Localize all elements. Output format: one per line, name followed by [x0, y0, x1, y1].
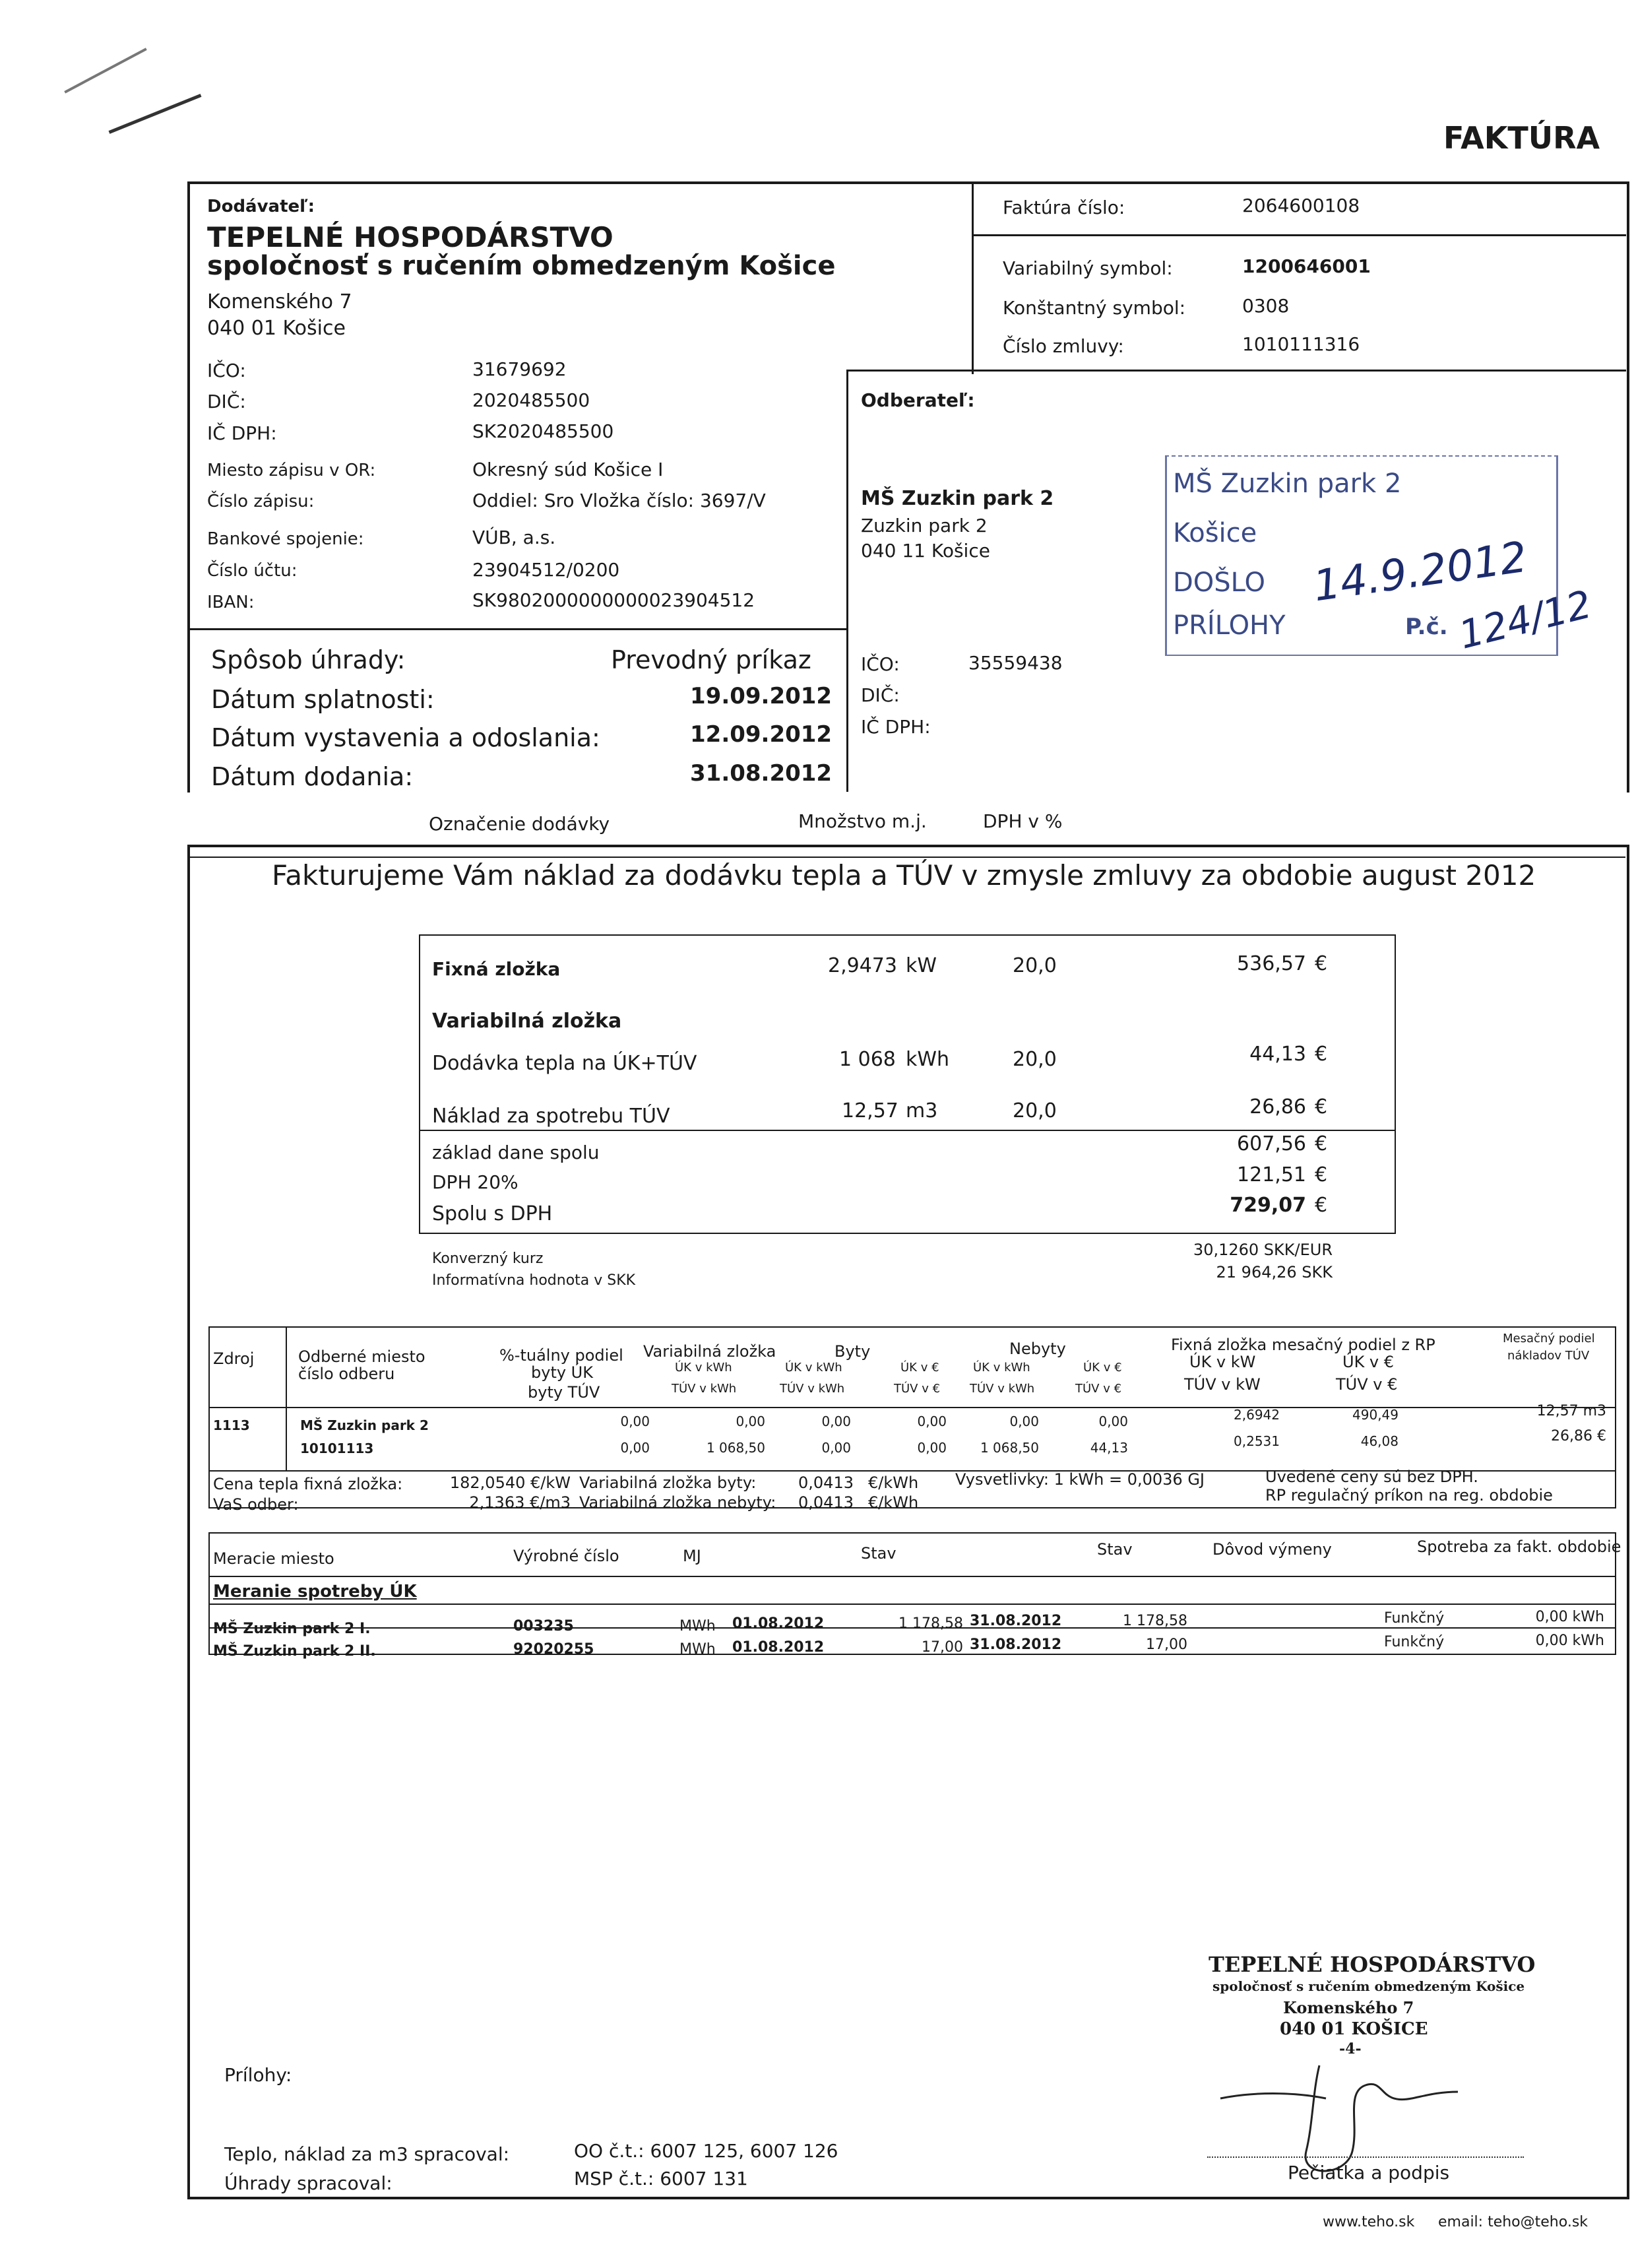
currency-6: € — [1315, 1194, 1328, 1217]
customer-left-line — [846, 370, 848, 792]
items-table — [419, 934, 1396, 1234]
consumption-table-col-line — [286, 1328, 287, 1470]
meter2-date-from: 01.08.2012 — [732, 1639, 825, 1656]
supplier-ico-label: IČO: — [207, 360, 246, 381]
conversion-info-label: Informatívna hodnota v SKK — [432, 1272, 636, 1289]
meters-state-header-2: Stav — [1097, 1540, 1133, 1559]
due-date-label: Dátum splatnosti: — [211, 685, 435, 714]
t2-col-uk-eur-2: ÚK v € — [1083, 1361, 1122, 1375]
fixed-component-amount: 536,57 — [1237, 952, 1306, 975]
fixed-price-value: 182,0540 €/kW — [449, 1474, 571, 1492]
currency-1: € — [1315, 952, 1328, 975]
prices-note-2: RP regulačný príkon na reg. obdobie — [1265, 1486, 1553, 1505]
tax-base-label: základ dane spolu — [432, 1142, 600, 1163]
t2-r2-c5: 1 068,50 — [980, 1440, 1039, 1456]
t2-podiel-header: %-tuálny podiel — [499, 1346, 623, 1365]
supplier-bottom-line — [187, 628, 847, 630]
currency-4: € — [1315, 1132, 1328, 1155]
fixed-component-qty: 2,9473 — [828, 954, 897, 977]
vas-value: 2,1363 €/m3 — [469, 1493, 571, 1512]
heat-delivery-qty: 1 068 — [839, 1048, 896, 1071]
supplier-register-label: Miesto zápisu v OR: — [207, 461, 376, 480]
website[interactable]: www.teho.sk — [1323, 2214, 1415, 2230]
invoice-number: 2064600108 — [1242, 195, 1360, 216]
stamp-handwritten-number: 124/12 — [1454, 581, 1596, 658]
meter2-date-to: 31.08.2012 — [970, 1636, 1062, 1653]
total-label: Spolu s DPH — [432, 1202, 553, 1225]
meter1-state-from: 1 178,58 — [898, 1615, 963, 1632]
t2-place-name: MŠ Zuzkin park 2 — [300, 1417, 429, 1433]
scan-mark-1 — [64, 48, 146, 93]
t2-r1-c8: 490,49 — [1352, 1407, 1399, 1423]
vas-label: VaS odber: — [213, 1495, 299, 1514]
stamp-pc-label: P.č. — [1405, 614, 1448, 640]
t2-r2-c7: 0,2531 — [1234, 1433, 1280, 1449]
t2-col-uk-kw: ÚK v kW — [1189, 1353, 1256, 1371]
customer-ico: 35559438 — [968, 652, 1063, 674]
meters-serial-header: Výrobné číslo — [513, 1547, 619, 1565]
customer-city: 040 11 Košice — [861, 540, 990, 562]
supplier-street: Komenského 7 — [207, 290, 352, 313]
var-flats-value: 0,0413 — [798, 1474, 854, 1492]
t2-r1-c2: 0,00 — [736, 1413, 765, 1429]
t2-r2-c3: 0,00 — [821, 1440, 851, 1456]
meter1-reason: Funkčný — [1384, 1610, 1445, 1627]
meter2-consumption: 0,00 kWh — [1535, 1633, 1604, 1649]
seal-line-4: 040 01 KOŠICE — [1280, 2019, 1428, 2039]
tax-base-amount: 607,56 — [1237, 1132, 1306, 1155]
variable-component-label: Variabilná zložka — [432, 1010, 622, 1033]
invoice-intro: Fakturujeme Vám náklad za dodávku tepla a TÚV v zmysle zmluvy za obdobie august 2012 — [272, 859, 1536, 891]
t2-r2-c9: 26,86 € — [1551, 1428, 1606, 1444]
column-qty-header: Množstvo m.j. — [798, 810, 927, 832]
t2-nonflats-header: Nebyty — [1009, 1340, 1066, 1358]
conversion-rate: 30,1260 SKK/EUR — [1193, 1241, 1333, 1259]
t2-col-tuv-kw: TÚV v kW — [1184, 1375, 1261, 1394]
meters-header-line — [210, 1576, 1615, 1577]
t2-r1-c5: 0,00 — [1009, 1413, 1039, 1429]
t2-r1-c3: 0,00 — [821, 1413, 851, 1429]
tuv-consumption-vat: 20,0 — [1013, 1099, 1057, 1122]
meter1-date-to: 31.08.2012 — [970, 1613, 1062, 1629]
t2-r1-c7: 2,6942 — [1234, 1407, 1280, 1423]
supplier-bank-label: Bankové spojenie: — [207, 529, 364, 549]
tuv-consumption-amount: 26,86 — [1249, 1095, 1306, 1118]
t2-r2-c4: 0,00 — [917, 1440, 947, 1456]
meter2-serial: 92020255 — [513, 1641, 594, 1658]
tuv-consumption-qty: 12,57 — [842, 1099, 898, 1122]
supplier-account-label: Číslo účtu: — [207, 561, 298, 581]
meter2-place: MŠ Zuzkin park 2 II. — [213, 1643, 376, 1660]
t2-place-number: 10101113 — [300, 1441, 374, 1456]
var-nonflats-label: Variabilná zložka nebyty: — [579, 1493, 776, 1512]
meter2-reason: Funkčný — [1384, 1634, 1445, 1650]
payment-method-label: Spôsob úhrady: — [211, 645, 406, 674]
stamp-signature-label: Pečiatka a podpis — [1288, 2162, 1450, 2184]
issue-date: 12.09.2012 — [690, 721, 833, 748]
stamp-line-received: DOŠLO — [1173, 567, 1266, 598]
customer-top-line — [846, 370, 1626, 372]
meter2-state-from: 17,00 — [922, 1639, 963, 1656]
t2-monthly-header-1: Mesačný podiel — [1503, 1332, 1595, 1345]
t2-col-uk-eur-1: ÚK v € — [900, 1361, 939, 1375]
delivery-date-label: Dátum dodania: — [211, 762, 414, 791]
column-label-header: Označenie dodávky — [429, 813, 610, 835]
var-flats-label: Variabilná zložka byty: — [579, 1474, 757, 1492]
payment-method: Prevodný príkaz — [611, 645, 811, 674]
meter2-state-to: 17,00 — [1146, 1636, 1187, 1653]
meter2-unit: MWh — [679, 1641, 716, 1658]
t2-podiel-uk: byty ÚK — [531, 1363, 593, 1382]
supplier-regno-value: Oddiel: Sro Vložka číslo: 3697/V — [472, 490, 766, 511]
customer-name: MŠ Zuzkin park 2 — [861, 487, 1054, 510]
var-nonflats-unit: €/kWh — [868, 1493, 919, 1512]
document-title: FAKTÚRA — [1443, 120, 1600, 156]
t2-r2-c2: 1 068,50 — [706, 1440, 765, 1456]
tuv-consumption-unit: m3 — [906, 1099, 938, 1122]
t2-r1-c4: 0,00 — [917, 1413, 947, 1429]
seal-line-3: Komenského 7 — [1283, 1998, 1414, 2017]
signature-dotted-line — [1207, 2156, 1524, 2158]
total-amount: 729,07 — [1230, 1194, 1306, 1217]
meters-place-header: Meracie miesto — [213, 1549, 334, 1568]
heat-delivery-vat: 20,0 — [1013, 1048, 1057, 1071]
meter1-unit: MWh — [679, 1618, 716, 1635]
customer-dic-label: DIČ: — [861, 684, 900, 706]
t2-col-uk-kwh-1: ÚK v kWh — [675, 1361, 732, 1375]
t2-col-tuv-eur-1: TÚV v € — [894, 1382, 941, 1396]
items-subtotal-line — [420, 1130, 1395, 1131]
meter1-date-from: 01.08.2012 — [732, 1615, 825, 1632]
heat-delivery-amount: 44,13 — [1249, 1043, 1306, 1066]
supplier-city: 040 01 Košice — [207, 317, 346, 340]
stamp-line-city: Košice — [1173, 518, 1257, 548]
currency-3: € — [1315, 1095, 1328, 1118]
t2-col-uk-kwh-2: ÚK v kWh — [785, 1361, 842, 1375]
supplier-heading: Dodávateľ: — [207, 197, 315, 216]
meters-section-line — [210, 1604, 1615, 1605]
vat-label: DPH 20% — [432, 1171, 519, 1193]
supplier-iban-label: IBAN: — [207, 593, 255, 612]
supplier-account-value: 23904512/0200 — [472, 559, 620, 581]
constant-symbol: 0308 — [1242, 295, 1290, 317]
column-vat-header: DPH v % — [983, 810, 1063, 832]
supplier-icdph-value: SK2020485500 — [472, 420, 614, 442]
customer-street: Zuzkin park 2 — [861, 515, 988, 536]
customer-heading: Odberateľ: — [861, 389, 975, 411]
heat-delivery-unit: kWh — [906, 1048, 950, 1071]
t2-source-id: 1113 — [213, 1417, 250, 1433]
t2-miesto-header: Odberné miesto — [298, 1347, 425, 1366]
t2-podiel-tuv: byty TÚV — [528, 1383, 600, 1402]
attachments-label: Prílohy: — [224, 2064, 292, 2086]
supplier-dic-label: DIČ: — [207, 391, 246, 412]
heat-processor-label: Teplo, náklad za m3 spracoval: — [224, 2143, 510, 2165]
t2-r1-c1: 0,00 — [620, 1413, 650, 1429]
t2-col-tuv-eur-2: TÚV v € — [1075, 1382, 1122, 1396]
t2-flats-header: Byty — [834, 1342, 871, 1361]
t2-r1-c9: 12,57 m3 — [1536, 1403, 1606, 1419]
t2-col-uk-kwh-3: ÚK v kWh — [973, 1361, 1030, 1375]
stamp-line-name: MŠ Zuzkin park 2 — [1173, 469, 1402, 499]
t2-r2-c1: 0,00 — [620, 1440, 650, 1456]
t2-col-tuv-kwh-1: TÚV v kWh — [672, 1382, 737, 1396]
customer-icdph-label: IČ DPH: — [861, 716, 931, 738]
meter1-place: MŠ Zuzkin park 2 I. — [213, 1621, 371, 1637]
supplier-name-line1: TEPELNÉ HOSPODÁRSTVO — [207, 221, 614, 253]
invoice-number-line — [972, 234, 1626, 236]
meters-state-header-1: Stav — [861, 1544, 897, 1563]
variable-symbol: 1200646001 — [1242, 255, 1371, 277]
t2-r2-c8: 46,08 — [1360, 1433, 1399, 1449]
t2-r2-c6: 44,13 — [1090, 1440, 1128, 1456]
supplier-bank-value: VÚB, a.s. — [472, 527, 556, 548]
vat-amount: 121,51 — [1237, 1163, 1306, 1186]
due-date: 19.09.2012 — [690, 683, 833, 709]
seal-line-2: spoločnosť s ručením obmedzeným Košice — [1212, 1978, 1525, 1994]
currency-5: € — [1315, 1163, 1328, 1186]
t2-col-tuv-kwh-3: TÚV v kWh — [970, 1382, 1035, 1396]
meters-reason-header: Dôvod výmeny — [1212, 1540, 1332, 1559]
tuv-consumption-label: Náklad za spotrebu TÚV — [432, 1105, 670, 1128]
email[interactable]: email: teho@teho.sk — [1438, 2214, 1589, 2230]
supplier-icdph-label: IČ DPH: — [207, 422, 277, 444]
meter1-consumption: 0,00 kWh — [1535, 1609, 1604, 1625]
t2-col-tuv-eur-3: TÚV v € — [1336, 1375, 1398, 1394]
issue-date-label: Dátum vystavenia a odoslania: — [211, 723, 600, 752]
t2-variable-header: Variabilná zložka — [643, 1342, 776, 1361]
customer-ico-label: IČO: — [861, 653, 900, 675]
t2-zdroj-header: Zdroj — [213, 1349, 255, 1368]
t2-cislo-header: číslo odberu — [298, 1365, 395, 1383]
supplier-iban-value: SK9802000000000023904512 — [472, 589, 755, 611]
contract-number-label: Číslo zmluvy: — [1003, 335, 1124, 357]
meter1-state-to: 1 178,58 — [1123, 1613, 1187, 1629]
variable-symbol-label: Variabilný symbol: — [1003, 257, 1173, 279]
var-flats-unit: €/kWh — [868, 1474, 919, 1492]
contract-number: 1010111316 — [1242, 333, 1360, 355]
meters-section-title: Meranie spotreby ÚK — [213, 1582, 417, 1602]
t2-col-tuv-kwh-2: TÚV v kWh — [780, 1382, 845, 1396]
explanation-text: Vysvetlivky: 1 kWh = 0,0036 GJ — [955, 1470, 1205, 1489]
body-top-thin-line — [190, 857, 1625, 858]
t2-monthly-header-2: nákladov TÚV — [1507, 1349, 1590, 1363]
t2-r1-c6: 0,00 — [1098, 1413, 1128, 1429]
supplier-ico-value: 31679692 — [472, 358, 567, 380]
meter1-serial: 003235 — [513, 1618, 574, 1635]
meters-consumption-header: Spotreba za fakt. obdobie — [1417, 1538, 1621, 1556]
supplier-name-line2: spoločnosť s ručením obmedzeným Košice — [207, 251, 836, 281]
heat-delivery-label: Dodávka tepla na ÚK+TÚV — [432, 1052, 697, 1075]
conversion-rate-label: Konverzný kurz — [432, 1250, 544, 1267]
msp-phone: MSP č.t.: 6007 131 — [574, 2168, 748, 2189]
invoice-number-label: Faktúra číslo: — [1003, 197, 1125, 218]
supplier-divider — [972, 181, 974, 374]
stamp-handwritten-date: 14.9.2012 — [1310, 533, 1530, 612]
fixed-component-vat: 20,0 — [1013, 954, 1057, 977]
scan-mark-2 — [109, 94, 202, 134]
t2-col-uk-eur-3: ÚK v € — [1342, 1353, 1395, 1371]
seal-line-1: TEPELNÉ HOSPODÁRSTVO — [1209, 1952, 1536, 1977]
currency-2: € — [1315, 1043, 1328, 1066]
oo-phone: OO č.t.: 6007 125, 6007 126 — [574, 2140, 838, 2162]
supplier-dic-value: 2020485500 — [472, 389, 590, 411]
t2-fixed-header: Fixná zložka mesačný podiel z RP — [1171, 1336, 1435, 1354]
fixed-component-label: Fixná zložka — [432, 958, 561, 980]
prices-note-1: Uvedené ceny sú bez DPH. — [1265, 1468, 1478, 1486]
delivery-date: 31.08.2012 — [690, 760, 833, 787]
fixed-price-label: Cena tepla fixná zložka: — [213, 1475, 403, 1493]
conversion-skk-value: 21 964,26 SKK — [1216, 1263, 1333, 1281]
meters-unit-header: MJ — [683, 1547, 701, 1565]
var-nonflats-value: 0,0413 — [798, 1493, 854, 1512]
consumption-table-header-line — [210, 1407, 1615, 1408]
supplier-regno-label: Číslo zápisu: — [207, 492, 315, 511]
stamp-line-attachments: PRÍLOHY — [1173, 610, 1286, 641]
constant-symbol-label: Konštantný symbol: — [1003, 297, 1186, 319]
payments-processor-label: Úhrady spracoval: — [224, 2172, 393, 2194]
seal-line-5: -4- — [1339, 2040, 1362, 2057]
fixed-component-unit: kW — [906, 954, 937, 977]
supplier-register-value: Okresný súd Košice I — [472, 459, 664, 480]
